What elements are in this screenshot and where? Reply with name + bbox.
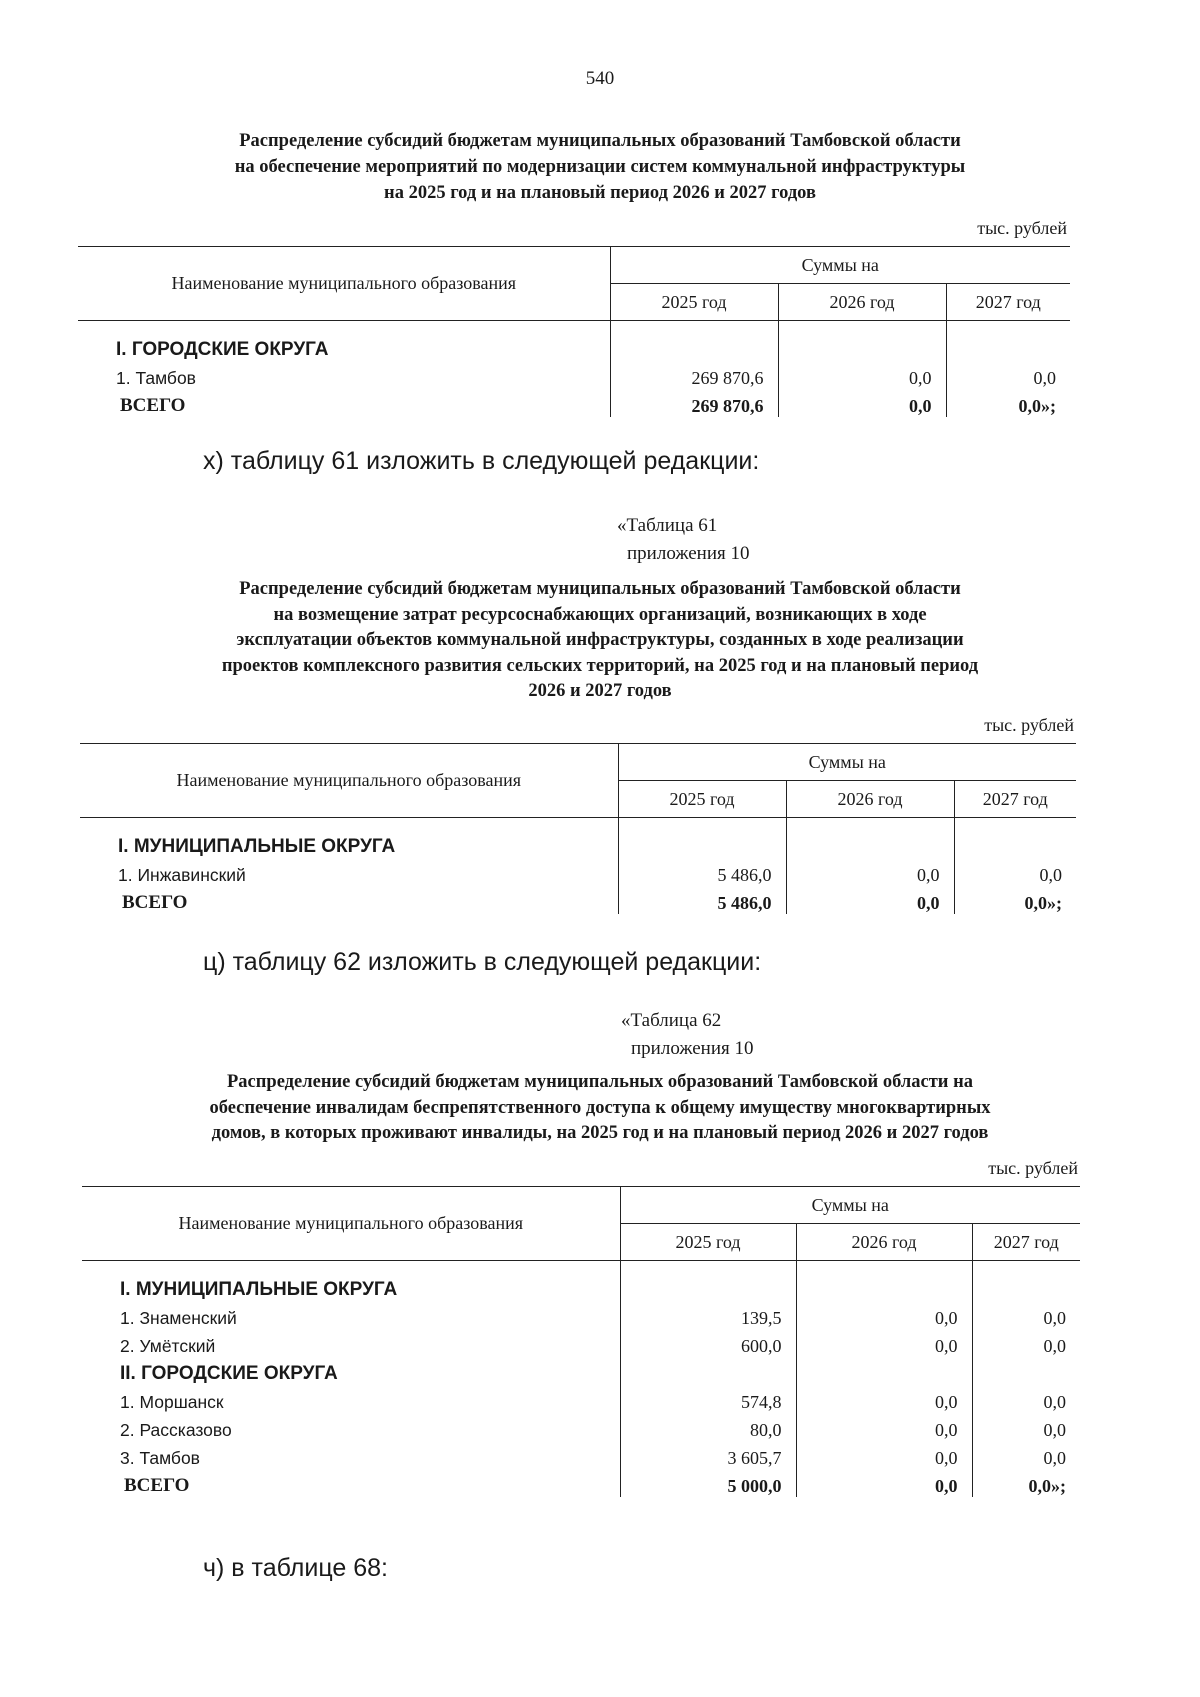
total-2025: 5 486,0 [618, 886, 786, 914]
table-row [80, 830, 1076, 858]
total-2027: 0,0»; [946, 389, 1070, 417]
value-2025: 5 486,0 [618, 858, 786, 886]
column-header-sums: Суммы на [620, 1187, 1080, 1224]
appendix-number: приложения 10 [627, 543, 750, 564]
column-header-2025: 2025 год [610, 284, 778, 321]
title-line: обеспечение инвалидам беспрепятственного доступа к общему имуществу многоквартирных [209, 1097, 991, 1118]
table-61-reference [617, 512, 749, 568]
subsidy-table-61 [80, 743, 1076, 914]
column-header-name: Наименование муниципального образования [82, 1187, 620, 1261]
column-header-2027: 2027 год [972, 1224, 1080, 1261]
value-2026: 0,0 [796, 1301, 972, 1329]
table-row [82, 1273, 1080, 1301]
section-heading: I. ГОРОДСКИЕ ОКРУГА [116, 339, 329, 360]
total-2027: 0,0»; [972, 1469, 1080, 1497]
title-line: на обеспечение мероприятий по модернизации систем коммунальной инфраструктуры [234, 157, 966, 177]
title-line: на 2025 год и на плановый период 2026 и 2027 годов [384, 183, 816, 203]
subsidy-table-modernization [78, 246, 1070, 417]
column-header-2026: 2026 год [778, 284, 946, 321]
column-header-sums: Суммы на [610, 247, 1070, 284]
table-row [82, 1357, 1080, 1385]
table-61-title [100, 577, 1100, 705]
table-row [82, 1301, 1080, 1329]
table-number: «Таблица 61 [617, 515, 718, 536]
value-2026: 0,0 [778, 361, 946, 389]
value-2025: 3 605,7 [620, 1441, 796, 1469]
total-2026: 0,0 [778, 389, 946, 417]
value-2027: 0,0 [946, 361, 1070, 389]
table-row [78, 361, 1070, 389]
table-62-title [100, 1070, 1100, 1147]
value-2027: 0,0 [972, 1301, 1080, 1329]
title-line: проектов комплексного развития сельских территорий, на 2025 год и на плановый период [221, 655, 979, 676]
column-header-sums: Суммы на [618, 744, 1076, 781]
total-label: ВСЕГО [124, 1475, 190, 1496]
total-2027: 0,0»; [954, 886, 1076, 914]
table-row-total [78, 389, 1070, 417]
instruction-table-62: ц) таблицу 62 изложить в следующей редакции: [203, 948, 762, 976]
value-2027: 0,0 [972, 1441, 1080, 1469]
title-line: на возмещение затрат ресурсоснабжающих организаций, возникающих в ходе [273, 604, 927, 625]
appendix-number: приложения 10 [631, 1038, 754, 1059]
page-number: 540 [585, 68, 615, 89]
title-line: эксплуатации объектов коммунальной инфраструктуры, созданных в ходе реализации [236, 630, 964, 650]
municipality-name: 3. Тамбов [120, 1448, 200, 1468]
title-line: домов, в которых проживают инвалиды, на 2025 год и на плановый период 2026 и 2027 годов [211, 1123, 989, 1143]
units-label: тыс. рублей [988, 1158, 1078, 1178]
column-header-2026: 2026 год [786, 781, 954, 818]
table-row [80, 858, 1076, 886]
value-2025: 80,0 [620, 1413, 796, 1441]
total-2025: 269 870,6 [610, 389, 778, 417]
value-2026: 0,0 [796, 1385, 972, 1413]
table-row [82, 1329, 1080, 1357]
table-row-total [82, 1469, 1080, 1497]
column-header-name: Наименование муниципального образования [78, 247, 610, 321]
value-2026: 0,0 [796, 1329, 972, 1357]
municipality-name: 1. Знаменский [120, 1308, 237, 1328]
section-heading: I. МУНИЦИПАЛЬНЫЕ ОКРУГА [118, 836, 396, 857]
title-line: 2026 и 2027 годов [528, 681, 672, 701]
title-line: Распределение субсидий бюджетам муниципальных образований Тамбовской области на [226, 1072, 973, 1092]
column-header-2027: 2027 год [946, 284, 1070, 321]
value-2027: 0,0 [972, 1413, 1080, 1441]
table-row-total [80, 886, 1076, 914]
total-2026: 0,0 [786, 886, 954, 914]
section-heading: I. МУНИЦИПАЛЬНЫЕ ОКРУГА [120, 1279, 398, 1300]
value-2026: 0,0 [796, 1413, 972, 1441]
value-2025: 600,0 [620, 1329, 796, 1357]
table-row [82, 1385, 1080, 1413]
value-2027: 0,0 [972, 1329, 1080, 1357]
table-62-reference [621, 1007, 753, 1063]
instruction-table-68: ч) в таблице 68: [203, 1554, 388, 1582]
total-label: ВСЕГО [122, 892, 188, 913]
units-label: тыс. рублей [977, 218, 1067, 238]
table-number: «Таблица 62 [621, 1010, 722, 1031]
section-heading: II. ГОРОДСКИЕ ОКРУГА [120, 1363, 338, 1384]
value-2027: 0,0 [954, 858, 1076, 886]
table-row [78, 333, 1070, 361]
column-header-name: Наименование муниципального образования [80, 744, 618, 818]
municipality-name: 2. Умётский [120, 1336, 216, 1356]
table-60-title [100, 128, 1100, 206]
value-2026: 0,0 [796, 1441, 972, 1469]
municipality-name: 2. Рассказово [120, 1420, 232, 1440]
municipality-name: 1. Моршанск [120, 1392, 224, 1412]
total-2025: 5 000,0 [620, 1469, 796, 1497]
table-row [82, 1441, 1080, 1469]
municipality-name: 1. Инжавинский [118, 865, 246, 885]
column-header-2027: 2027 год [954, 781, 1076, 818]
value-2027: 0,0 [972, 1385, 1080, 1413]
value-2026: 0,0 [786, 858, 954, 886]
value-2025: 139,5 [620, 1301, 796, 1329]
total-label: ВСЕГО [120, 395, 186, 416]
units-label: тыс. рублей [984, 715, 1074, 735]
column-header-2025: 2025 год [620, 1224, 796, 1261]
column-header-2026: 2026 год [796, 1224, 972, 1261]
total-2026: 0,0 [796, 1469, 972, 1497]
title-line: Распределение субсидий бюджетам муниципальных образований Тамбовской области [239, 579, 961, 599]
value-2025: 574,8 [620, 1385, 796, 1413]
municipality-name: 1. Тамбов [116, 368, 196, 388]
title-line: Распределение субсидий бюджетам муниципальных образований Тамбовской области [239, 131, 961, 151]
table-row [82, 1413, 1080, 1441]
instruction-table-61: х) таблицу 61 изложить в следующей редакции: [203, 447, 760, 475]
subsidy-table-62 [82, 1186, 1080, 1497]
value-2025: 269 870,6 [610, 361, 778, 389]
column-header-2025: 2025 год [618, 781, 786, 818]
